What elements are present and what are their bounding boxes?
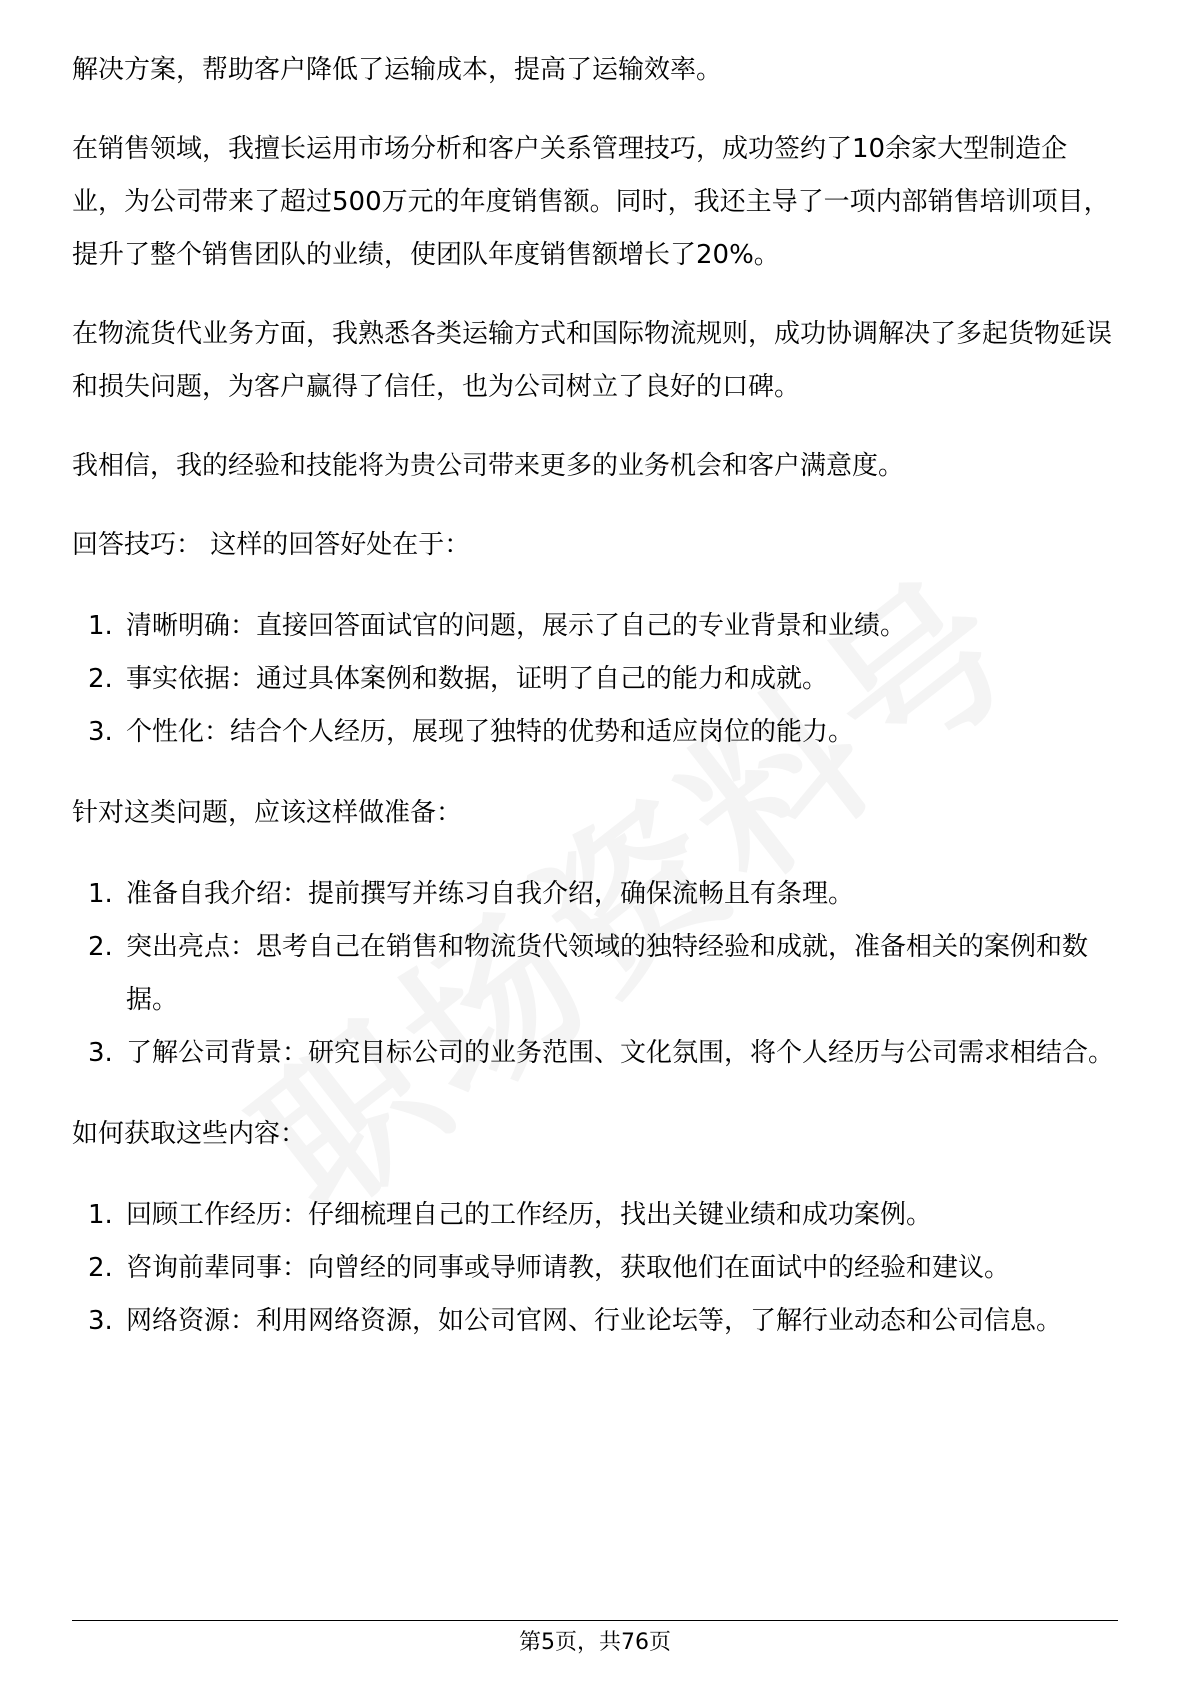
list-item xyxy=(72,1189,1118,1242)
list-item xyxy=(72,868,1118,921)
paragraph-logistics: 在物流货代业务方面，我熟悉各类运输方式和国际物流规则，成功协调解决了多起货物延误和损失问题，为客户赢得了信任，也为公司树立了良好的口碑。 xyxy=(72,319,1113,402)
list-number: 1. xyxy=(88,1200,113,1230)
list-number: 3. xyxy=(88,717,113,747)
list-number: 1. xyxy=(88,879,113,909)
list-number: 1. xyxy=(88,611,113,641)
sources-list xyxy=(72,1189,1118,1348)
list-item xyxy=(72,1242,1118,1295)
list-item-text: 突出亮点：思考自己在销售和物流货代领域的独特经验和成就，准备相关的案例和数据。 xyxy=(126,932,1089,1015)
paragraph-solution: 解决方案，帮助客户降低了运输成本，提高了运输效率。 xyxy=(72,55,723,85)
list-item-text: 事实依据：通过具体案例和数据，证明了自己的能力和成就。 xyxy=(126,664,829,694)
list-item-text: 清晰明确：直接回答面试官的问题，展示了自己的专业背景和业绩。 xyxy=(126,611,907,641)
list-item-text: 回顾工作经历：仔细梳理自己的工作经历，找出关键业绩和成功案例。 xyxy=(126,1200,933,1230)
list-item xyxy=(72,706,1118,759)
paragraph-sales: 在销售领域，我擅长运用市场分析和客户关系管理技巧，成功签约了10余家大型制造企业，为公司带来了超过500万元的年度销售额。同时，我还主导了一项内部销售培训项目，提升了整个销售团队的业绩，使团队年度销售额增长了20%。 xyxy=(72,134,1110,270)
preparation-list xyxy=(72,868,1118,1080)
list-item-text: 个性化：结合个人经历，展现了独特的优势和适应岗位的能力。 xyxy=(126,717,855,747)
list-number: 3. xyxy=(88,1306,113,1336)
list-number: 2. xyxy=(88,664,113,694)
list-number: 2. xyxy=(88,1253,113,1283)
page-number: 第5页，共76页 xyxy=(519,1630,671,1655)
footer-divider xyxy=(72,1620,1118,1621)
list-item-text: 准备自我介绍：提前撰写并练习自我介绍，确保流畅且有条理。 xyxy=(126,879,855,909)
list-item xyxy=(72,1295,1118,1348)
section-heading-preparation: 针对这类问题，应该这样做准备： xyxy=(72,798,463,828)
list-number: 2. xyxy=(88,932,113,962)
list-number: 3. xyxy=(88,1038,113,1068)
paragraph-belief: 我相信，我的经验和技能将为贵公司带来更多的业务机会和客户满意度。 xyxy=(72,451,905,481)
answer-tips-list xyxy=(72,600,1118,759)
list-item-text: 咨询前辈同事：向曾经的同事或导师请教，获取他们在面试中的经验和建议。 xyxy=(126,1253,1011,1283)
section-heading-answer-tips: 回答技巧： 这样的回答好处在于： xyxy=(72,530,471,560)
list-item xyxy=(72,1027,1118,1080)
section-heading-sources: 如何获取这些内容： xyxy=(72,1119,307,1149)
list-item-text: 了解公司背景：研究目标公司的业务范围、文化氛围，将个人经历与公司需求相结合。 xyxy=(126,1038,1115,1068)
list-item xyxy=(72,921,1118,1027)
list-item xyxy=(72,600,1118,653)
list-item-text: 网络资源：利用网络资源，如公司官网、行业论坛等，了解行业动态和公司信息。 xyxy=(126,1306,1063,1336)
list-item xyxy=(72,653,1118,706)
document-body xyxy=(72,44,1118,1376)
